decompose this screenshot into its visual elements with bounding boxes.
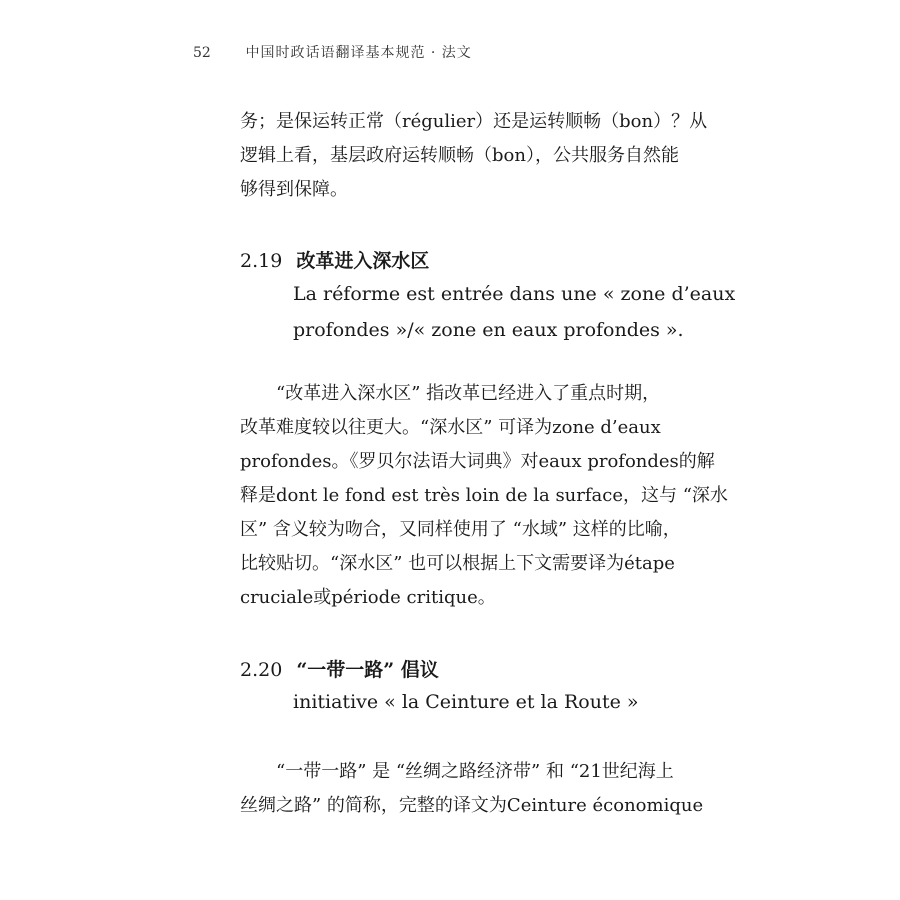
body-line: 改革难度较以往更大。“深水区” 可译为zone d’eaux [240, 417, 661, 438]
body-line: profondes。《罗贝尔法语大词典》对eaux profondes的解 [240, 451, 715, 472]
french-translation-2-20 [293, 684, 673, 720]
intro-paragraph [240, 105, 708, 207]
body-line: “一带一路” 是 “丝绸之路经济带” 和 “21世纪海上 [276, 761, 674, 782]
running-head [193, 42, 472, 62]
body-paragraph-2-20 [240, 755, 704, 823]
body-line: 丝绸之路” 的简称，完整的译文为Ceinture économique [240, 795, 704, 816]
section-title: “一带一路” 倡议 [296, 659, 439, 681]
section-heading-2-19 [240, 246, 429, 273]
intro-line: 逻辑上看，基层政府运转顺畅（bon），公共服务自然能 [240, 145, 679, 166]
french-line: initiative « la Ceinture et la Route » [293, 691, 639, 713]
body-line: 比较贴切。“深水区” 也可以根据上下文需要译为étape [240, 553, 675, 574]
running-title: 中国时政话语翻译基本规范 · 法文 [245, 45, 472, 61]
body-line: 区” 含义较为吻合，又同样使用了 “水域” 这样的比喻， [240, 519, 681, 540]
page-number: 52 [193, 45, 211, 61]
section-title: 改革进入深水区 [296, 250, 430, 272]
french-line: profondes »/« zone en eaux profondes ». [293, 319, 684, 341]
body-line: 释是dont le fond est très loin de la surface，这与 “深水 [240, 485, 728, 506]
section-number: 2.20 [240, 659, 283, 681]
body-line: cruciale或période critique。 [240, 587, 496, 608]
intro-line: 务；是保运转正常（régulier）还是运转顺畅（bon）？从 [240, 111, 708, 132]
body-line: “改革进入深水区” 指改革已经进入了重点时期， [276, 383, 661, 404]
french-translation-2-19 [293, 276, 736, 348]
section-heading-2-20 [240, 655, 439, 682]
intro-line: 够得到保障。 [240, 179, 348, 200]
french-line: La réforme est entrée dans une « zone d’eaux [293, 283, 736, 305]
section-number: 2.19 [240, 250, 283, 272]
body-paragraph-2-19 [240, 377, 728, 615]
